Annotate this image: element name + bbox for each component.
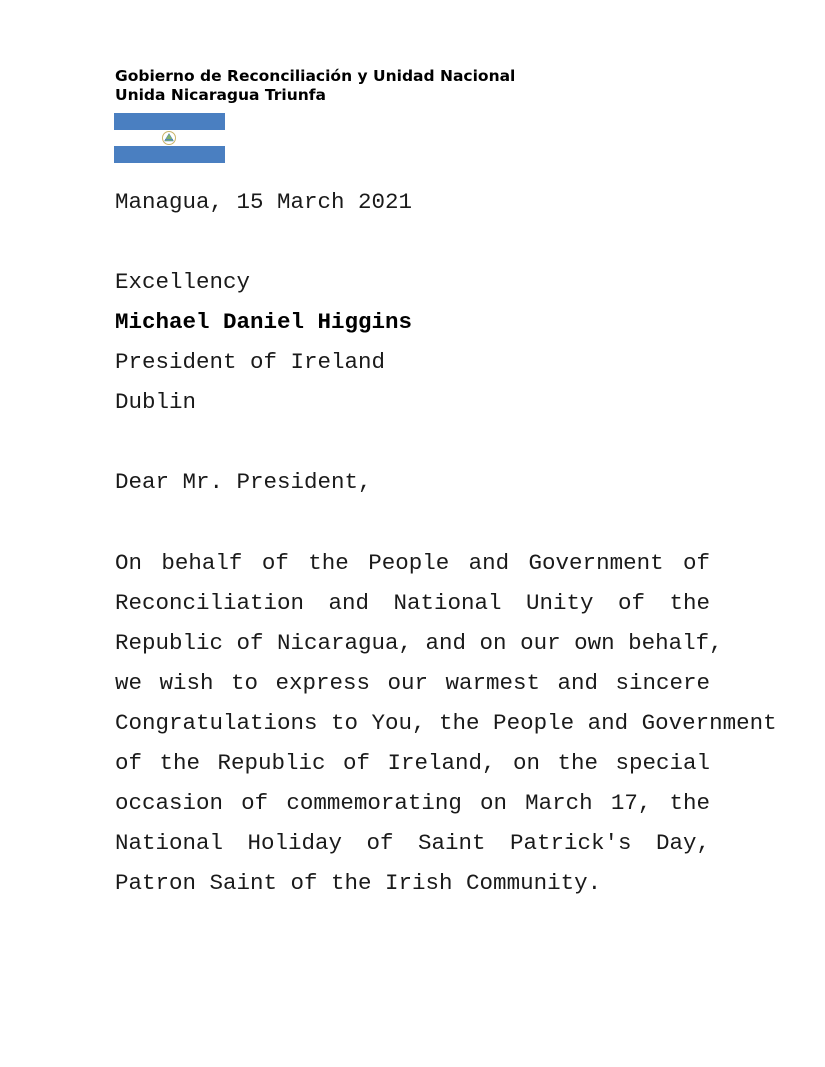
- body-line: Reconciliation and National Unity of the: [115, 590, 710, 616]
- nicaragua-flag-icon: [114, 113, 225, 163]
- recipient-name: Michael Daniel Higgins: [115, 309, 413, 335]
- flag-bottom-band: [114, 146, 225, 163]
- body-line: occasion of commemorating on March 17, the: [115, 790, 710, 816]
- flag-top-band: [114, 113, 225, 130]
- letterhead-slogan: Unida Nicaragua Triunfa: [115, 86, 327, 104]
- greeting: Dear Mr. President,: [115, 469, 372, 495]
- letterhead-government-name: Gobierno de Reconciliación y Unidad Nacional: [115, 67, 516, 85]
- body-line: Congratulations to You, the People and Government: [115, 710, 777, 736]
- body-line: On behalf of the People and Government of: [115, 550, 710, 576]
- body-line: we wish to express our warmest and sincere: [115, 670, 710, 696]
- recipient-city: Dublin: [115, 389, 197, 415]
- body-line: Patron Saint of the Irish Community.: [115, 870, 602, 896]
- salutation-title: Excellency: [115, 269, 251, 295]
- recipient-title: President of Ireland: [115, 349, 386, 375]
- body-line: Republic of Nicaragua, and on our own behalf,: [115, 630, 723, 656]
- place-date: Managua, 15 March 2021: [115, 189, 413, 215]
- body-line: of the Republic of Ireland, on the special: [115, 750, 710, 776]
- letterhead: [115, 67, 515, 105]
- body-line: National Holiday of Saint Patrick's Day,: [115, 830, 710, 856]
- letter-body: [115, 543, 777, 903]
- coat-of-arms-icon: [159, 130, 179, 146]
